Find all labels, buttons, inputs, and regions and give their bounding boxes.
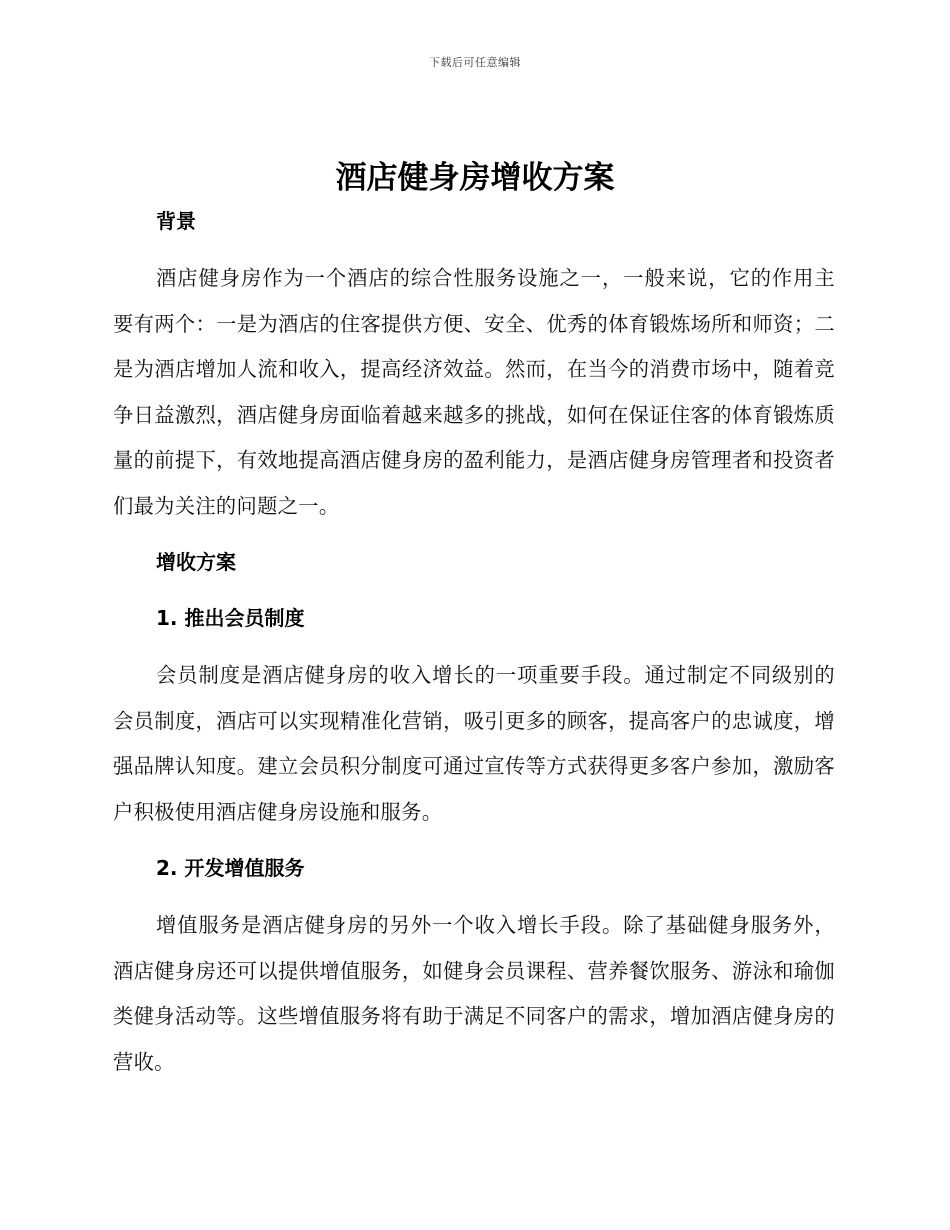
- item2-paragraph: 增值服务是酒店健身房的另外一个收入增长手段。除了基础健身服务外，酒店健身房还可以提供增值服务，如健身会员课程、营养餐饮服务、游泳和瑜伽类健身活动等。这些增值服务将有助于满足不同客户的需求，增加酒店健身房的营收。: [113, 913, 835, 1074]
- plan-heading: 增收方案: [156, 550, 236, 574]
- item2-heading: 2. 开发增值服务: [156, 856, 305, 880]
- document-body: [113, 198, 835, 1085]
- background-paragraph: 酒店健身房作为一个酒店的综合性服务设施之一，一般来说，它的作用主要有两个：一是为酒店的住客提供方便、安全、优秀的体育锻炼场所和师资；二是为酒店增加人流和收入，提高经济效益。然而，在当今的消费市场中，随着竞争日益激烈，酒店健身房面临着越来越多的挑战，如何在保证住客的体育锻炼质量的前提下，有效地提高酒店健身房的盈利能力，是酒店健身房管理者和投资者们最为关注的问题之一。: [113, 266, 835, 518]
- background-heading: 背景: [156, 209, 196, 233]
- page-header: 下载后可任意编辑: [429, 56, 521, 69]
- item1-paragraph: 会员制度是酒店健身房的收入增长的一项重要手段。通过制定不同级别的会员制度，酒店可以实现精准化营销，吸引更多的顾客，提高客户的忠诚度，增强品牌认知度。建立会员积分制度可通过宣传等方式获得更多客户参加，激励客户积极使用酒店健身房设施和服务。: [113, 663, 835, 824]
- document-title: 酒店健身房增收方案: [335, 160, 615, 196]
- item1-heading: 1. 推出会员制度: [156, 606, 305, 630]
